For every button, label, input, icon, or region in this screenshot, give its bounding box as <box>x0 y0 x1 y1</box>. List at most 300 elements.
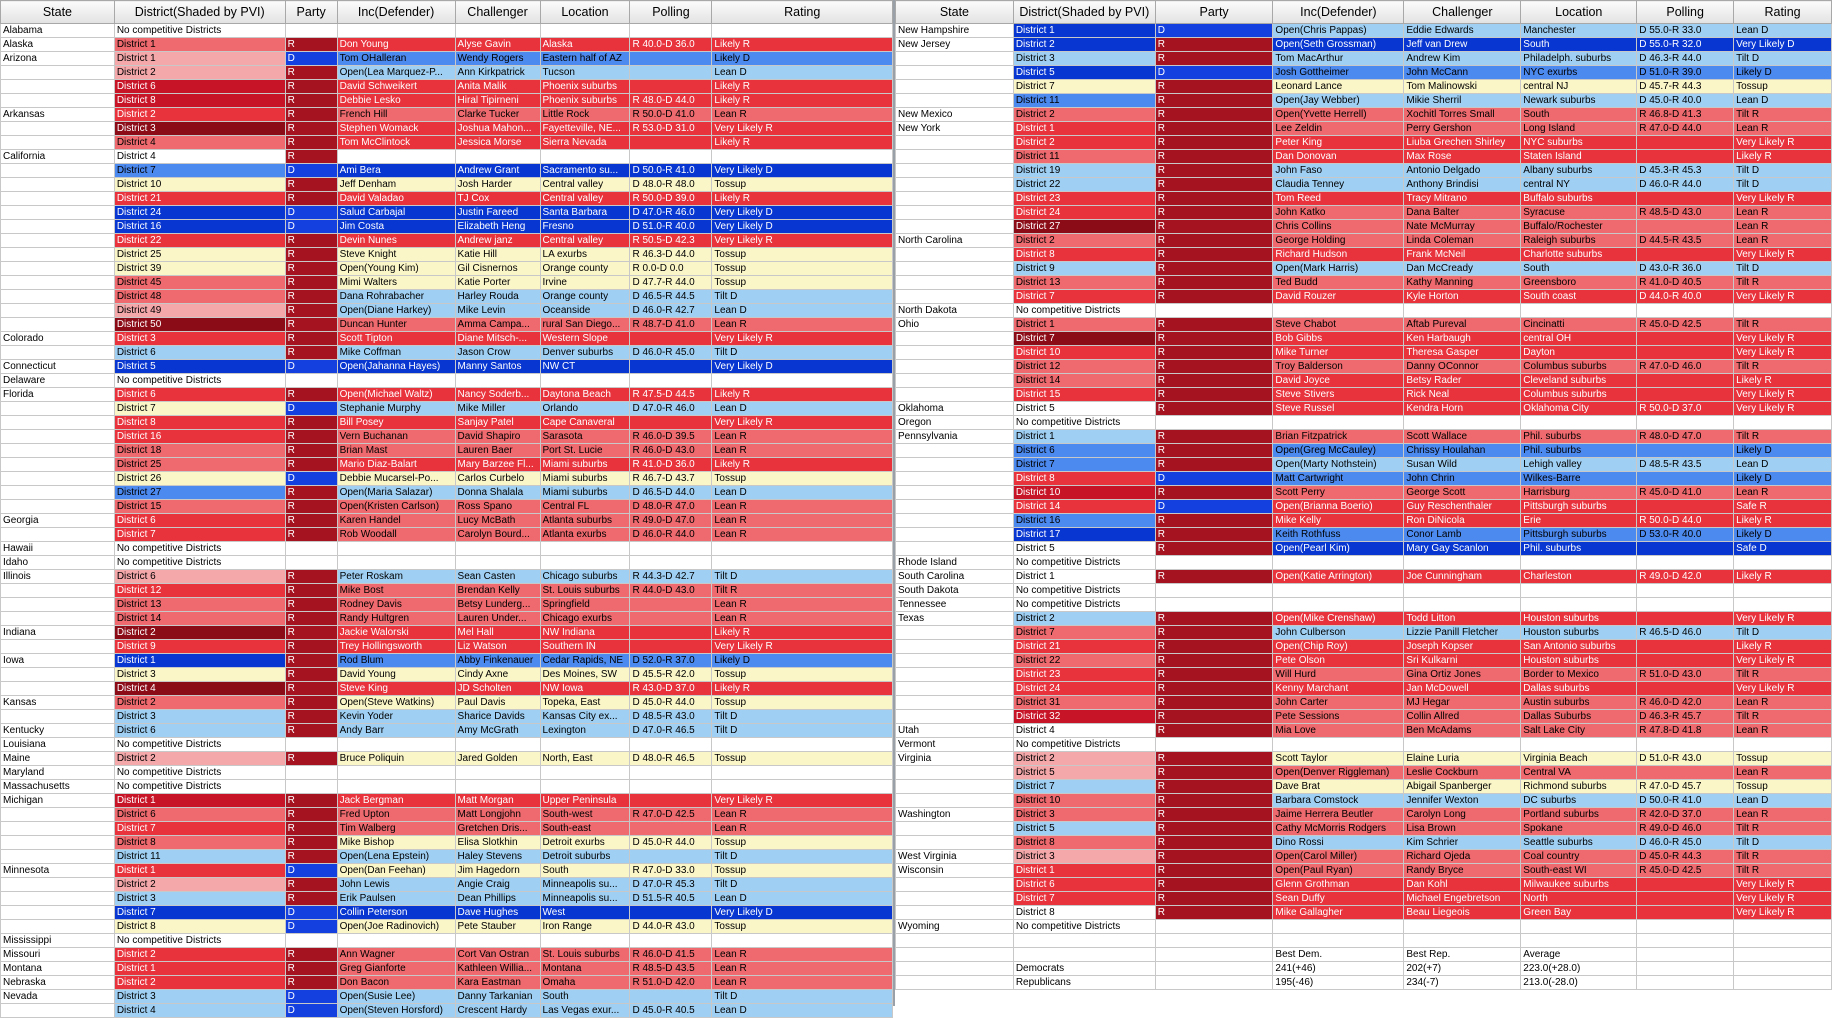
challenger-cell[interactable]: Andrew janz <box>455 234 540 248</box>
location-cell[interactable]: Santa Barbara <box>540 206 630 220</box>
location-cell[interactable]: South <box>1521 108 1637 122</box>
location-cell[interactable]: Central FL <box>540 500 630 514</box>
incumbent-cell[interactable]: Erik Paulsen <box>337 892 455 906</box>
challenger-cell[interactable]: Betsy Rader <box>1404 374 1521 388</box>
challenger-cell[interactable]: Dana Balter <box>1404 206 1521 220</box>
district-cell[interactable]: District 3 <box>1013 850 1155 864</box>
incumbent-cell[interactable]: Open(Chip Roy) <box>1273 640 1404 654</box>
rating-cell[interactable]: Tossup <box>712 920 893 934</box>
location-cell[interactable] <box>1521 556 1637 570</box>
party-cell[interactable]: R <box>285 150 337 164</box>
polling-cell[interactable] <box>1637 444 1734 458</box>
party-cell[interactable]: R <box>285 514 337 528</box>
challenger-cell[interactable]: Beau Liegeois <box>1404 906 1521 920</box>
challenger-cell[interactable]: Donna Shalala <box>455 486 540 500</box>
incumbent-cell[interactable]: Steve Stivers <box>1273 388 1404 402</box>
state-cell[interactable] <box>896 822 1014 836</box>
state-cell[interactable] <box>896 388 1014 402</box>
rating-cell[interactable] <box>1734 738 1832 752</box>
incumbent-cell[interactable]: Scott Taylor <box>1273 752 1404 766</box>
challenger-cell[interactable]: Joseph Kopser <box>1404 640 1521 654</box>
incumbent-cell[interactable]: Open(Lena Epstein) <box>337 850 455 864</box>
rating-cell[interactable]: Very Likely R <box>1734 878 1832 892</box>
district-cell[interactable]: District 24 <box>1013 682 1155 696</box>
party-cell[interactable]: R <box>285 612 337 626</box>
challenger-cell[interactable] <box>1404 598 1521 612</box>
party-cell[interactable] <box>285 738 337 752</box>
rating-cell[interactable]: Very Likely R <box>1734 332 1832 346</box>
challenger-cell[interactable]: Lauren Baer <box>455 444 540 458</box>
challenger-cell[interactable]: Mary Barzee Fl... <box>455 458 540 472</box>
state-cell[interactable]: Montana <box>1 962 115 976</box>
polling-cell[interactable] <box>1637 220 1734 234</box>
location-cell[interactable]: Iron Range <box>540 920 630 934</box>
rating-cell[interactable]: Tilt D <box>712 850 893 864</box>
party-cell[interactable]: D <box>285 990 337 1004</box>
rating-cell[interactable]: Tilt R <box>1734 430 1832 444</box>
rating-cell[interactable] <box>712 766 893 780</box>
district-cell[interactable]: District 10 <box>114 178 285 192</box>
location-cell[interactable]: Manchester <box>1521 24 1637 38</box>
challenger-cell[interactable]: Jan McDowell <box>1404 682 1521 696</box>
party-cell[interactable]: R <box>1155 444 1273 458</box>
location-cell[interactable]: St. Louis suburbs <box>540 584 630 598</box>
incumbent-cell[interactable]: Rob Woodall <box>337 528 455 542</box>
challenger-cell[interactable]: Josh Harder <box>455 178 540 192</box>
party-cell[interactable]: R <box>285 304 337 318</box>
rating-cell[interactable]: Lean R <box>712 808 893 822</box>
polling-cell[interactable] <box>630 640 712 654</box>
party-cell[interactable]: R <box>285 234 337 248</box>
incumbent-cell[interactable]: Mike Turner <box>1273 346 1404 360</box>
district-cell[interactable]: District 39 <box>114 262 285 276</box>
challenger-cell[interactable]: Kim Schrier <box>1404 836 1521 850</box>
district-cell[interactable]: District 4 <box>114 150 285 164</box>
rating-cell[interactable] <box>1734 934 1832 948</box>
party-cell[interactable]: R <box>1155 360 1273 374</box>
state-cell[interactable] <box>1 850 115 864</box>
challenger-cell[interactable]: Jennifer Wexton <box>1404 794 1521 808</box>
location-cell[interactable]: Newark suburbs <box>1521 94 1637 108</box>
polling-cell[interactable]: D 46.3-R 45.7 <box>1637 710 1734 724</box>
location-cell[interactable]: Central VA <box>1521 766 1637 780</box>
rating-cell[interactable]: Likely R <box>1734 374 1832 388</box>
polling-cell[interactable]: R 45.0-D 41.0 <box>1637 486 1734 500</box>
polling-cell[interactable]: D 48.5-R 43.5 <box>1637 458 1734 472</box>
location-cell[interactable]: NYC suburbs <box>1521 136 1637 150</box>
district-cell[interactable]: District 1 <box>114 52 285 66</box>
col-header-location[interactable]: Location <box>1521 1 1637 24</box>
state-cell[interactable] <box>896 794 1014 808</box>
polling-cell[interactable] <box>1637 962 1734 976</box>
incumbent-cell[interactable] <box>1273 556 1404 570</box>
state-cell[interactable]: Illinois <box>1 570 115 584</box>
polling-cell[interactable]: R 46.0-D 43.0 <box>630 444 712 458</box>
challenger-cell[interactable]: TJ Cox <box>455 192 540 206</box>
location-cell[interactable]: South-east WI <box>1521 864 1637 878</box>
polling-cell[interactable] <box>1637 192 1734 206</box>
rating-cell[interactable]: Lean R <box>712 318 893 332</box>
incumbent-cell[interactable] <box>337 556 455 570</box>
party-cell[interactable]: R <box>1155 234 1273 248</box>
challenger-cell[interactable] <box>1404 738 1521 752</box>
state-cell[interactable] <box>1 290 115 304</box>
polling-cell[interactable]: R 46.8-D 41.3 <box>1637 108 1734 122</box>
incumbent-cell[interactable]: David Young <box>337 668 455 682</box>
incumbent-cell[interactable] <box>337 738 455 752</box>
incumbent-cell[interactable]: Open(Greg McCauley) <box>1273 444 1404 458</box>
district-cell[interactable]: District 10 <box>1013 346 1155 360</box>
party-cell[interactable]: R <box>1155 514 1273 528</box>
incumbent-cell[interactable] <box>1273 934 1404 948</box>
challenger-cell[interactable]: Ken Harbaugh <box>1404 332 1521 346</box>
polling-cell[interactable] <box>630 24 712 38</box>
district-cell[interactable]: District 1 <box>1013 570 1155 584</box>
location-cell[interactable]: central OH <box>1521 332 1637 346</box>
location-cell[interactable]: North, East <box>540 752 630 766</box>
challenger-cell[interactable]: Best Rep. <box>1404 948 1521 962</box>
challenger-cell[interactable]: Rick Neal <box>1404 388 1521 402</box>
party-cell[interactable]: R <box>285 388 337 402</box>
location-cell[interactable]: Columbus suburbs <box>1521 360 1637 374</box>
party-cell[interactable] <box>1155 962 1273 976</box>
challenger-cell[interactable] <box>455 766 540 780</box>
location-cell[interactable]: Cedar Rapids, NE <box>540 654 630 668</box>
state-cell[interactable] <box>1 892 115 906</box>
district-cell[interactable]: District 3 <box>114 122 285 136</box>
polling-cell[interactable]: D 45.0-R 44.0 <box>630 836 712 850</box>
party-cell[interactable]: R <box>285 192 337 206</box>
rating-cell[interactable] <box>1734 304 1832 318</box>
district-cell[interactable]: District 11 <box>1013 94 1155 108</box>
party-cell[interactable]: R <box>1155 528 1273 542</box>
district-cell[interactable]: District 4 <box>114 1004 285 1018</box>
party-cell[interactable]: R <box>1155 192 1273 206</box>
district-cell[interactable]: District 6 <box>1013 444 1155 458</box>
location-cell[interactable]: Spokane <box>1521 822 1637 836</box>
district-cell[interactable]: No competitive Districts <box>114 542 285 556</box>
polling-cell[interactable] <box>1637 584 1734 598</box>
challenger-cell[interactable]: Justin Fareed <box>455 206 540 220</box>
party-cell[interactable]: R <box>1155 878 1273 892</box>
party-cell[interactable]: D <box>1155 66 1273 80</box>
rating-cell[interactable]: Tilt D <box>712 290 893 304</box>
location-cell[interactable]: Salt Lake City <box>1521 724 1637 738</box>
location-cell[interactable]: Little Rock <box>540 108 630 122</box>
polling-cell[interactable]: R 46.5-D 46.0 <box>1637 626 1734 640</box>
state-cell[interactable] <box>1 682 115 696</box>
polling-cell[interactable]: D 47.7-R 44.0 <box>630 276 712 290</box>
challenger-cell[interactable]: Kathleen Willia... <box>455 962 540 976</box>
challenger-cell[interactable]: Tom Malinowski <box>1404 80 1521 94</box>
location-cell[interactable]: Alaska <box>540 38 630 52</box>
polling-cell[interactable] <box>1637 976 1734 990</box>
party-cell[interactable]: R <box>1155 290 1273 304</box>
incumbent-cell[interactable]: John Lewis <box>337 878 455 892</box>
challenger-cell[interactable]: Jason Crow <box>455 346 540 360</box>
polling-cell[interactable]: R 53.0-D 31.0 <box>630 122 712 136</box>
polling-cell[interactable]: R 40.0-D 36.0 <box>630 38 712 52</box>
rating-cell[interactable]: Tilt D <box>1734 178 1832 192</box>
state-cell[interactable] <box>896 500 1014 514</box>
rating-cell[interactable]: Safe R <box>1734 500 1832 514</box>
rating-cell[interactable] <box>1734 584 1832 598</box>
location-cell[interactable] <box>540 24 630 38</box>
col-header-state[interactable]: State <box>896 1 1014 24</box>
district-cell[interactable]: District 5 <box>1013 402 1155 416</box>
challenger-cell[interactable]: Alyse Gavin <box>455 38 540 52</box>
state-cell[interactable]: Alabama <box>1 24 115 38</box>
party-cell[interactable]: R <box>1155 94 1273 108</box>
location-cell[interactable]: Orange county <box>540 290 630 304</box>
location-cell[interactable]: LA exurbs <box>540 248 630 262</box>
challenger-cell[interactable]: Lucy McBath <box>455 514 540 528</box>
polling-cell[interactable] <box>630 80 712 94</box>
district-cell[interactable]: District 1 <box>1013 864 1155 878</box>
polling-cell[interactable]: D 48.0-R 47.0 <box>630 500 712 514</box>
state-cell[interactable] <box>1 612 115 626</box>
polling-cell[interactable]: R 50.5-D 42.3 <box>630 234 712 248</box>
incumbent-cell[interactable]: 241(+46) <box>1273 962 1404 976</box>
district-cell[interactable]: District 8 <box>114 416 285 430</box>
state-cell[interactable] <box>1 584 115 598</box>
state-cell[interactable] <box>896 332 1014 346</box>
party-cell[interactable]: R <box>1155 374 1273 388</box>
polling-cell[interactable]: D 51.0-R 40.0 <box>630 220 712 234</box>
polling-cell[interactable] <box>1637 920 1734 934</box>
district-cell[interactable]: No competitive Districts <box>1013 598 1155 612</box>
incumbent-cell[interactable]: Peter Roskam <box>337 570 455 584</box>
rating-cell[interactable]: Tilt D <box>712 878 893 892</box>
location-cell[interactable]: Houston suburbs <box>1521 654 1637 668</box>
polling-cell[interactable]: D 47.0-R 46.0 <box>630 206 712 220</box>
district-cell[interactable]: No competitive Districts <box>1013 416 1155 430</box>
challenger-cell[interactable]: Wendy Rogers <box>455 52 540 66</box>
incumbent-cell[interactable]: Barbara Comstock <box>1273 794 1404 808</box>
challenger-cell[interactable]: Kyle Horton <box>1404 290 1521 304</box>
challenger-cell[interactable]: Amma Campa... <box>455 318 540 332</box>
district-cell[interactable]: District 7 <box>1013 332 1155 346</box>
incumbent-cell[interactable]: Open(Steve Watkins) <box>337 696 455 710</box>
party-cell[interactable]: R <box>285 38 337 52</box>
state-cell[interactable] <box>1 192 115 206</box>
rating-cell[interactable]: Tilt D <box>712 724 893 738</box>
challenger-cell[interactable]: Randy Bryce <box>1404 864 1521 878</box>
incumbent-cell[interactable]: Dana Rohrabacher <box>337 290 455 304</box>
rating-cell[interactable]: Tossup <box>1734 80 1832 94</box>
district-cell[interactable]: District 5 <box>114 360 285 374</box>
rating-cell[interactable]: Likely R <box>1734 570 1832 584</box>
district-cell[interactable]: District 13 <box>1013 276 1155 290</box>
challenger-cell[interactable]: Betsy Lunderg... <box>455 598 540 612</box>
rating-cell[interactable]: Likely R <box>712 458 893 472</box>
location-cell[interactable]: South <box>540 990 630 1004</box>
rating-cell[interactable]: Tossup <box>712 668 893 682</box>
polling-cell[interactable] <box>1637 598 1734 612</box>
location-cell[interactable]: Phil. suburbs <box>1521 542 1637 556</box>
polling-cell[interactable] <box>630 612 712 626</box>
rating-cell[interactable] <box>1734 920 1832 934</box>
party-cell[interactable]: R <box>285 654 337 668</box>
state-cell[interactable] <box>1 136 115 150</box>
district-cell[interactable]: District 27 <box>114 486 285 500</box>
polling-cell[interactable] <box>630 374 712 388</box>
polling-cell[interactable] <box>1637 472 1734 486</box>
rating-cell[interactable]: Lean R <box>712 514 893 528</box>
challenger-cell[interactable]: Danny OConnor <box>1404 360 1521 374</box>
challenger-cell[interactable]: MJ Hegar <box>1404 696 1521 710</box>
location-cell[interactable]: South <box>1521 262 1637 276</box>
incumbent-cell[interactable]: Matt Cartwright <box>1273 472 1404 486</box>
challenger-cell[interactable]: Carolyn Bourd... <box>455 528 540 542</box>
location-cell[interactable]: Phoenix suburbs <box>540 94 630 108</box>
district-cell[interactable]: District 1 <box>114 654 285 668</box>
polling-cell[interactable]: R 43.0-D 37.0 <box>630 682 712 696</box>
state-cell[interactable] <box>896 80 1014 94</box>
state-cell[interactable] <box>1 80 115 94</box>
challenger-cell[interactable]: Chrissy Houlahan <box>1404 444 1521 458</box>
district-cell[interactable]: No competitive Districts <box>1013 556 1155 570</box>
incumbent-cell[interactable]: Kenny Marchant <box>1273 682 1404 696</box>
party-cell[interactable]: R <box>1155 136 1273 150</box>
state-cell[interactable]: Mississippi <box>1 934 115 948</box>
incumbent-cell[interactable] <box>337 374 455 388</box>
state-cell[interactable]: New Mexico <box>896 108 1014 122</box>
polling-cell[interactable]: R 49.0-D 42.0 <box>1637 570 1734 584</box>
party-cell[interactable]: R <box>285 822 337 836</box>
district-cell[interactable]: District 19 <box>1013 164 1155 178</box>
polling-cell[interactable] <box>1637 150 1734 164</box>
challenger-cell[interactable]: Angie Craig <box>455 878 540 892</box>
state-cell[interactable] <box>1 304 115 318</box>
party-cell[interactable]: R <box>1155 752 1273 766</box>
col-header-party[interactable]: Party <box>1155 1 1273 24</box>
party-cell[interactable]: R <box>1155 164 1273 178</box>
district-cell[interactable]: District 23 <box>1013 668 1155 682</box>
district-cell[interactable]: District 26 <box>114 472 285 486</box>
state-cell[interactable] <box>1 430 115 444</box>
polling-cell[interactable] <box>630 780 712 794</box>
location-cell[interactable]: Springfield <box>540 598 630 612</box>
incumbent-cell[interactable]: Open(Yvette Herrell) <box>1273 108 1404 122</box>
incumbent-cell[interactable]: Mike Kelly <box>1273 514 1404 528</box>
rating-cell[interactable]: Lean R <box>1734 122 1832 136</box>
incumbent-cell[interactable]: Jim Costa <box>337 220 455 234</box>
rating-cell[interactable] <box>1734 598 1832 612</box>
district-cell[interactable]: District 8 <box>1013 906 1155 920</box>
party-cell[interactable] <box>1155 976 1273 990</box>
incumbent-cell[interactable]: Jaime Herrera Beutler <box>1273 808 1404 822</box>
district-cell[interactable]: Democrats <box>1013 962 1155 976</box>
rating-cell[interactable]: Very Likely R <box>712 234 893 248</box>
state-cell[interactable] <box>896 906 1014 920</box>
polling-cell[interactable] <box>1637 248 1734 262</box>
state-cell[interactable] <box>896 836 1014 850</box>
rating-cell[interactable]: Tilt R <box>1734 318 1832 332</box>
party-cell[interactable] <box>285 374 337 388</box>
incumbent-cell[interactable]: Ted Budd <box>1273 276 1404 290</box>
state-cell[interactable] <box>896 220 1014 234</box>
challenger-cell[interactable]: Clarke Tucker <box>455 108 540 122</box>
incumbent-cell[interactable] <box>1273 598 1404 612</box>
challenger-cell[interactable]: Dave Hughes <box>455 906 540 920</box>
state-cell[interactable] <box>1 472 115 486</box>
polling-cell[interactable]: R 46.0-D 39.5 <box>630 430 712 444</box>
district-cell[interactable]: District 6 <box>114 724 285 738</box>
challenger-cell[interactable] <box>455 780 540 794</box>
challenger-cell[interactable]: Antonio Delgado <box>1404 164 1521 178</box>
location-cell[interactable]: Charlotte suburbs <box>1521 248 1637 262</box>
state-cell[interactable]: Rhode Island <box>896 556 1014 570</box>
party-cell[interactable]: D <box>285 402 337 416</box>
state-cell[interactable] <box>896 164 1014 178</box>
party-cell[interactable]: R <box>285 696 337 710</box>
state-cell[interactable] <box>896 542 1014 556</box>
district-cell[interactable]: District 18 <box>114 444 285 458</box>
polling-cell[interactable] <box>630 850 712 864</box>
polling-cell[interactable]: R 41.0-D 36.0 <box>630 458 712 472</box>
col-header-location[interactable]: Location <box>540 1 630 24</box>
polling-cell[interactable]: R 0.0-D 0.0 <box>630 262 712 276</box>
polling-cell[interactable]: D 47.0-R 45.3 <box>630 878 712 892</box>
party-cell[interactable]: R <box>285 640 337 654</box>
state-cell[interactable]: South Carolina <box>896 570 1014 584</box>
rating-cell[interactable]: Very Likely R <box>1734 892 1832 906</box>
party-cell[interactable]: R <box>285 752 337 766</box>
polling-cell[interactable] <box>1637 682 1734 696</box>
rating-cell[interactable]: Tilt D <box>712 346 893 360</box>
party-cell[interactable]: R <box>1155 248 1273 262</box>
district-cell[interactable]: District 3 <box>114 710 285 724</box>
party-cell[interactable]: R <box>1155 486 1273 500</box>
polling-cell[interactable]: D 47.0-R 46.5 <box>630 724 712 738</box>
location-cell[interactable]: Cincinatti <box>1521 318 1637 332</box>
district-cell[interactable]: District 7 <box>1013 626 1155 640</box>
challenger-cell[interactable]: Richard Ojeda <box>1404 850 1521 864</box>
location-cell[interactable]: NYC exurbs <box>1521 66 1637 80</box>
incumbent-cell[interactable]: David Rouzer <box>1273 290 1404 304</box>
rating-cell[interactable]: Lean D <box>712 486 893 500</box>
col-header-party[interactable]: Party <box>285 1 337 24</box>
polling-cell[interactable]: D 46.0-R 44.0 <box>630 528 712 542</box>
location-cell[interactable]: Montana <box>540 962 630 976</box>
challenger-cell[interactable]: Lisa Brown <box>1404 822 1521 836</box>
challenger-cell[interactable] <box>455 934 540 948</box>
party-cell[interactable]: R <box>1155 626 1273 640</box>
party-cell[interactable]: R <box>1155 724 1273 738</box>
party-cell[interactable]: R <box>1155 822 1273 836</box>
state-cell[interactable]: Kentucky <box>1 724 115 738</box>
rating-cell[interactable]: Tossup <box>712 696 893 710</box>
district-cell[interactable]: District 16 <box>114 430 285 444</box>
incumbent-cell[interactable]: Mimi Walters <box>337 276 455 290</box>
party-cell[interactable]: R <box>1155 346 1273 360</box>
rating-cell[interactable] <box>712 542 893 556</box>
party-cell[interactable] <box>1155 738 1273 752</box>
district-cell[interactable]: District 3 <box>114 990 285 1004</box>
state-cell[interactable] <box>896 66 1014 80</box>
party-cell[interactable]: D <box>285 52 337 66</box>
district-cell[interactable]: District 4 <box>1013 724 1155 738</box>
location-cell[interactable]: Philadelph. suburbs <box>1521 52 1637 66</box>
polling-cell[interactable]: R 46.0-D 41.5 <box>630 948 712 962</box>
location-cell[interactable]: Omaha <box>540 976 630 990</box>
polling-cell[interactable]: R 49.0-D 47.0 <box>630 514 712 528</box>
challenger-cell[interactable]: John McCann <box>1404 66 1521 80</box>
incumbent-cell[interactable]: Stephanie Murphy <box>337 402 455 416</box>
district-cell[interactable]: District 2 <box>114 878 285 892</box>
incumbent-cell[interactable]: Mike Coffman <box>337 346 455 360</box>
